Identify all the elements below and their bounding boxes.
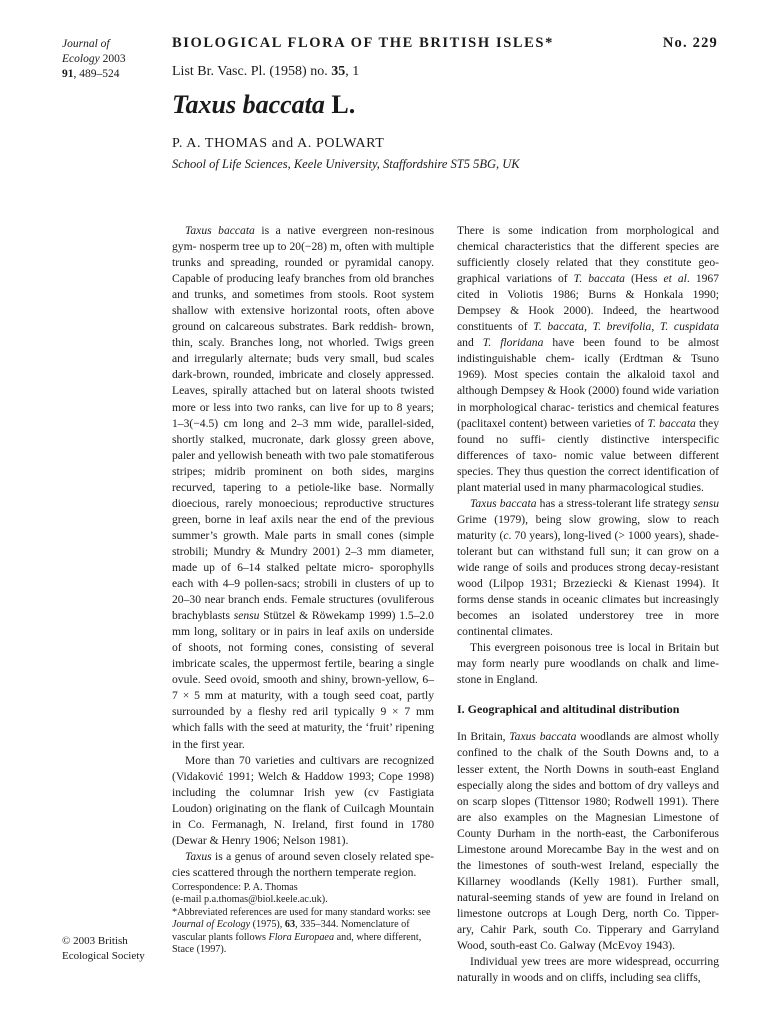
journal-name-italic: Ecology — [62, 53, 100, 65]
paragraph — [172, 223, 434, 753]
copyright-line1: © 2003 British — [62, 935, 128, 947]
species-name: T. baccata — [647, 416, 696, 430]
species-name: T. baccata — [533, 320, 585, 334]
species-name: T. cuspidata — [659, 320, 720, 334]
footnote-text: *Abbreviated references are used for many standard works: see — [172, 906, 431, 918]
species-name: Taxus baccata — [470, 496, 537, 510]
genus-name: Taxus — [185, 849, 212, 863]
paragraph-text: . 1967 cited in Voliotis 1986; Burns & Honkala 1990; Dempsey & Hook 2000). Indeed, the heartwood constituents of — [457, 272, 720, 334]
species-name: Taxus baccata — [509, 730, 577, 744]
journal-name-line2 — [62, 52, 162, 67]
list-reference — [172, 64, 359, 80]
paragraph: Individual yew trees are more widespread, occurring naturally in woods and on cliffs, including sea cliffs, — [457, 955, 719, 985]
footnote-journal: Journal of Ecology — [172, 919, 251, 931]
journal-pages: , 489–524 — [73, 68, 120, 80]
footnote-text: and, where different, Stace (1997). — [172, 931, 422, 956]
species-name: Taxus baccata — [185, 224, 255, 237]
correspondence-line: Correspondence: P. A. Thomas — [172, 882, 298, 893]
title-authority: L. — [324, 90, 356, 119]
paragraph-text: . 70 years), long-lived (> 1000 years), shade-tolerant but can withstand full sun; it can grow on a wide range of soils and produces strong decay-resistant wood (Lilpop 1931; Brzeziecki & Kienast 1994). It forms dense stands in oceanic climates but increasingly becomes an isolated understorey tree in more continental climates. — [457, 528, 719, 639]
journal-year: 2003 — [99, 53, 126, 65]
copyright — [62, 934, 162, 963]
circa: c — [503, 528, 509, 542]
journal-volume: 91 — [62, 68, 74, 80]
sensu-term: sensu — [233, 609, 260, 623]
species-name: T. brevifolia — [592, 320, 652, 334]
title-species: Taxus baccata — [172, 90, 325, 119]
section-heading: I. Geographical and altitudinal distribution — [457, 702, 680, 717]
et-al: et al — [663, 272, 687, 286]
authors: P. A. THOMAS and A. POLWART — [172, 136, 385, 151]
list-ref-suffix: , 1 — [345, 64, 360, 79]
paragraph-text: is a native evergreen non-resinous gym- nosperm tree up to 20(−28) m, often with multiple trunks and spreading, rounded or pyramidal canopy. Capable of producing leafy branches from old branches and trunks, and sometimes from stools. Root system shallow with extensive horizontal roots, often above ground on calcareous substrates. Bark reddish- brown, thin, scaly. Branches long, not whorled. Twigs green and irregularly alternate; buds very small, bud scales dark-brown, rounded, imbricate and closely appressed. Leaves, spirally attached but on lateral shoots twisted more or less into two ranks, can live for up to 8 years; 1–3(−4.5) cm long and 2–3 mm wide, parallel-sided, shortly stalked, mucronate, dark glossy green above, paler and yellowish beneath with two pale stomatiferous stripes; midrib prominent on both sides, margins recurved, tapering to a petiole-like base. Normally dioecious, rarely monoecious; reproductive structures green, borne in leaf axils near the end of the previous summer’s growth. Male parts in small cones (simple strobili; Mundry & Mundry 2001) 2–3 mm diameter, made up of 6–14 stalked peltate micro- sporophylls each with 4–9 pollen-sacs; strobili in clusters of up to 20–30 near branch ends. Female structures (ovuliferous brachyblasts — [172, 224, 434, 623]
separator: , — [651, 320, 660, 334]
footnote-text: (1975), — [250, 919, 285, 931]
copyright-line2: Ecological Society — [62, 949, 145, 962]
series-title: BIOLOGICAL FLORA OF THE BRITISH ISLES* — [172, 35, 554, 51]
paragraph-text: Stützel & Röwekamp 1999) 1.5–2.0 mm long, solitary or in pairs in leaf axils on underside of shoots, not forming cones, consisting of several imbricate scales, the uppermost fertile, bearing a single ovule. Seed ovoid, smooth and shiny, brown-yellow, 6–7 × 5 mm at maturity, with a tough seed coat, partly surrounded by a fleshy red aril typically 9 × 7 mm which falls with the seed at maturity, the ‘fruit’ ripening in the first year. — [172, 609, 434, 751]
affiliation: School of Life Sciences, Keele University, Staffordshire ST5 5BG, UK — [172, 157, 520, 171]
paragraph: More than 70 varieties and cultivars are recognized (Vidaković 1991; Welch & Haddow 1993; Cope 1998) including the columnar Irish yew (cv Fastigiata Loudon) originating on the flank of Cuilcagh Mountain in Co. Fermanagh, N. Ireland, first found in 1780 (Dewar & Henry 1906; Nelson 1981). — [172, 753, 434, 847]
footnote-text: , 335–344. Nomenclature of vascular plants follows — [172, 919, 410, 943]
paragraph-text: they found no suffi- ciently distinctive interspecific differences of taxo- nomic value between different species. They thus question the correct identification of plant material used in many pharmacological studies. — [457, 416, 719, 494]
paragraph-text: There is some indication from morphological and chemical characteristics that the different species are sufficiently closely related that they constitute geo- graphical variations of — [457, 224, 719, 286]
paragraph-text: In Britain, — [457, 730, 510, 744]
correspondence-email: (e-mail p.a.thomas@biol.keele.ac.uk). — [172, 894, 328, 906]
species-name: T. baccata — [573, 272, 625, 286]
issue-number: No. 229 — [662, 35, 718, 51]
paragraph — [457, 223, 719, 496]
paragraph-text: is a genus of around seven closely related spe- cies scattered through the northern temperate region. — [172, 849, 434, 879]
paragraph: This evergreen poisonous tree is local in Britain but may form nearly pure woodlands on chalk and lime- stone in England. — [457, 641, 719, 687]
sensu-term: sensu — [693, 496, 719, 510]
right-column — [457, 223, 719, 986]
journal-info — [62, 37, 162, 82]
left-column — [172, 223, 434, 881]
paragraph-text: has a stress-tolerant life strategy — [536, 496, 694, 510]
journal-name-line1: Journal of — [62, 38, 110, 50]
paragraph — [172, 849, 434, 881]
paragraph — [457, 729, 719, 954]
abbreviation-footnote — [172, 907, 434, 957]
separator: , — [584, 320, 593, 334]
paragraph-text: (Hess — [624, 272, 664, 286]
paragraph-text: have been found to be almost indistinguishable chem- ically (Erdtman & Tsuno 1969). Most species contain the alkaloid taxol and although Dempsey & Hook (2000) found wide variation in morphological charac- teristics and chemical features (paclitaxel content) between varieties of — [457, 336, 719, 430]
species-name: T. floridana — [482, 336, 544, 350]
paragraph-text: Grime (1979), being slow growing, slow to reach maturity ( — [457, 512, 719, 542]
correspondence-footnote — [172, 882, 434, 956]
journal-volume-pages — [62, 67, 162, 82]
footnote-flora: Flora Europaea — [268, 931, 335, 943]
footnote-volume: 63 — [284, 919, 296, 931]
paragraph — [457, 496, 719, 640]
list-ref-prefix: List Br. Vasc. Pl. (1958) no. — [172, 64, 332, 79]
article-title — [172, 90, 355, 120]
paragraph-text: woodlands are almost wholly confined to the chalk of the South Downs and, to a lesser extent, the North Downs in south-east England especially along the sides and bottom of dry valleys and on scarp slopes (Tittensor 1980; Rodwell 1991). There are also examples on the Magnesian Limestone of County Durham in the north-east, the Carboniferous Limestone around Morecambe Bay in the west and on the limestones of south-west Ireland, especially the Killarney woodlands (Kelly 1981). Further small, natural-seeming stands of yew are found in Ireland on limestone outcrops at Lough Derg, north Co. Tipper- ary, Cahir Park, south Co. Tipperary and Garryland Wood, south-east Co. Galway (McEvoy 1943). — [457, 730, 719, 953]
list-ref-number: 35 — [331, 64, 346, 79]
separator: and — [457, 336, 483, 350]
